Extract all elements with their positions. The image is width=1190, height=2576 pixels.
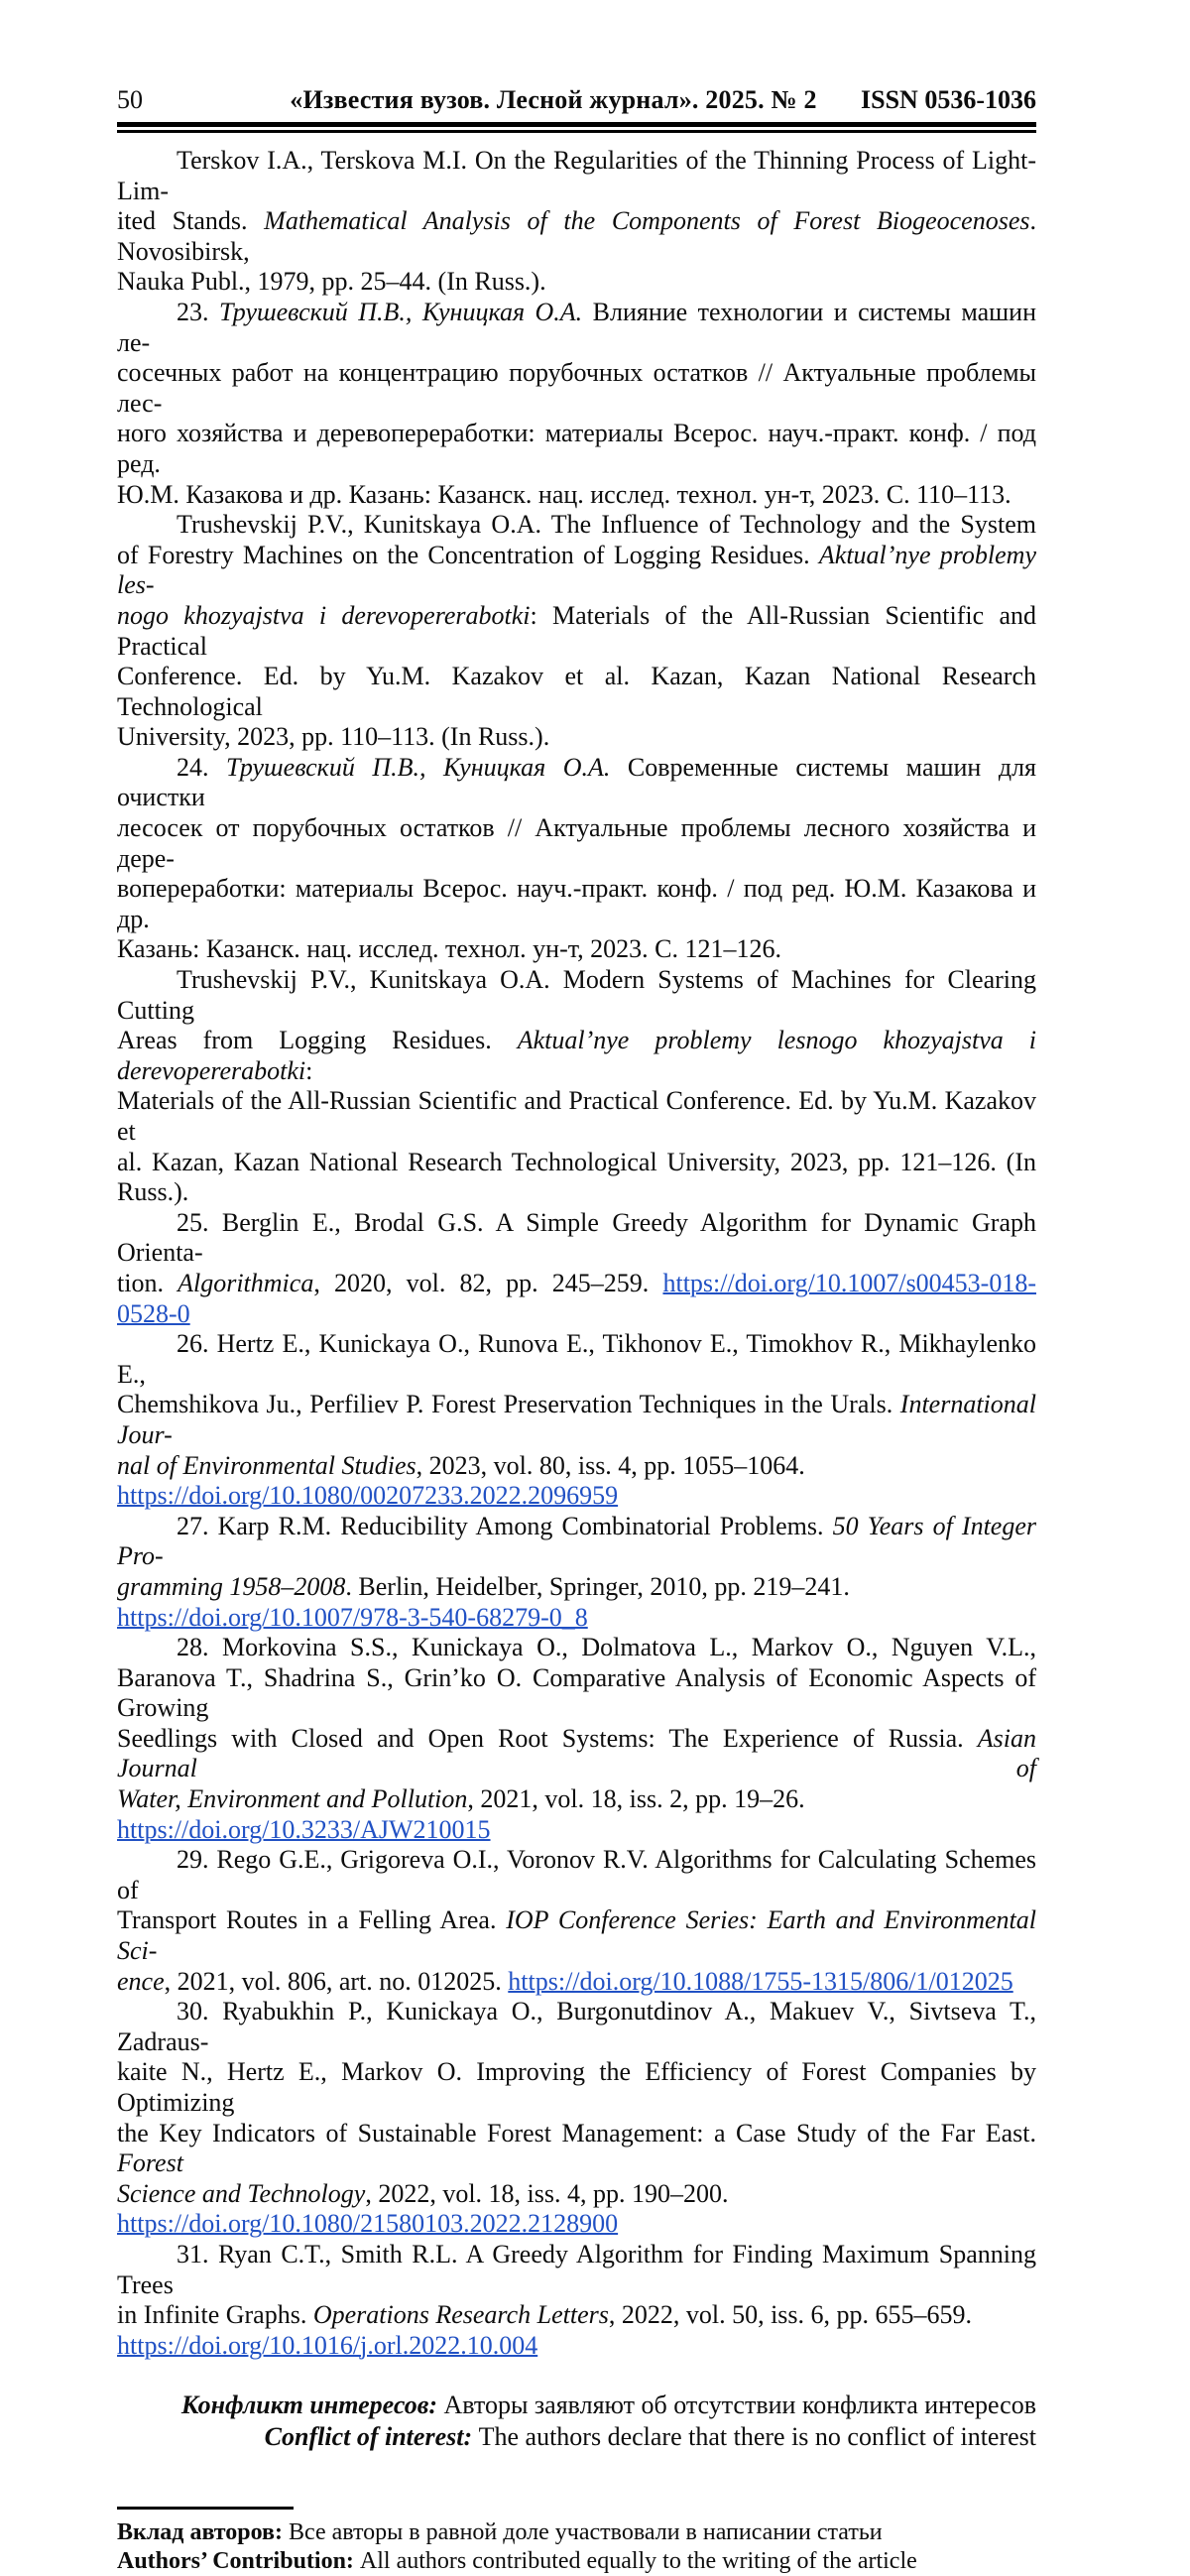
reference-line <box>117 2119 1036 2179</box>
doi-link[interactable]: https://doi.org/10.1080/00207233.2022.2096959 <box>117 1481 619 1511</box>
reference-line <box>117 1633 1036 1663</box>
reference-text: nogo khozyajstva i derevopererabotki <box>117 600 531 630</box>
reference-line <box>117 1390 1036 1450</box>
conflict-label-en: Conflict of interest: <box>264 2421 479 2451</box>
reference-line <box>117 510 1036 541</box>
reference-text: Mathematical Analysis of the Components of Forest Biogeocenoses <box>264 206 1030 236</box>
reference-paragraph <box>117 1208 1036 1329</box>
reference-paragraph <box>117 1997 1036 2240</box>
reference-text: ного хозяйства и деревопереработки: материалы Всерос. науч.-практ. конф. / под ред. <box>117 419 1036 478</box>
footnote-text-ru: Все авторы в равной доле участвовали в написании статьи <box>288 2519 883 2546</box>
reference-text: Влияние технологии и системы машин ле- <box>117 297 1037 357</box>
reference-paragraph <box>117 510 1036 753</box>
reference-text: 23. <box>177 297 219 326</box>
reference-text: nal of Environmental Studies <box>117 1450 416 1480</box>
reference-text: , 2021, vol. 806, art. no. 012025. <box>164 1966 509 1996</box>
reference-line <box>117 662 1036 722</box>
reference-text: Areas from Logging Residues. <box>117 1026 518 1055</box>
reference-line <box>117 2331 1036 2362</box>
reference-text: 50 Years of Integer Pro- <box>117 1511 1036 1571</box>
reference-text: Казань: Казанск. нац. исслед. технол. ун-т, 2023. С. 121–126. <box>117 934 781 964</box>
reference-line <box>117 722 1036 753</box>
reference-text: Chemshikova Ju., Perfiliev P. Forest Preservation Techniques in the Urals. <box>117 1390 900 1419</box>
reference-line <box>117 358 1036 419</box>
reference-line <box>117 1512 1036 1572</box>
reference-text: in Infinite Graphs. <box>117 2300 313 2330</box>
reference-paragraph <box>117 2240 1036 2361</box>
reference-text: Трушевский П.В., Куницкая О.А. <box>226 752 611 782</box>
reference-text: 29. Rego G.E., Grigoreva O.I., Voronov R.V. Algorithms for Calculating Schemes of <box>117 1845 1036 1904</box>
reference-line <box>117 753 1036 813</box>
reference-text: , 2023, vol. 80, iss. 4, pp. 1055–1064. <box>416 1450 805 1480</box>
reference-line <box>117 1148 1036 1208</box>
reference-text: 28. Morkovina S.S., Kunickaya O., Dolmatova L., Markov O., Nguyen V.L., <box>177 1633 1036 1662</box>
reference-text: Science and Technology <box>117 2178 366 2208</box>
reference-line <box>117 480 1036 511</box>
reference-line <box>117 298 1036 358</box>
reference-line <box>117 1572 1036 1603</box>
reference-line <box>117 2209 1036 2240</box>
reference-text: Transport Routes in a Felling Area. <box>117 1905 507 1935</box>
doi-link[interactable]: https://doi.org/10.1088/1755-1315/806/1/012025 <box>508 1966 1013 1996</box>
reference-line <box>117 267 1036 298</box>
reference-text: 25. Berglin E., Brodal G.S. A Simple Greedy Algorithm for Dynamic Graph Orienta- <box>117 1207 1036 1268</box>
reference-line <box>117 1905 1036 1966</box>
reference-line <box>117 1967 1036 1998</box>
reference-text: the Key Indicators of Sustainable Forest Management: a Case Study of the Far East. <box>117 2118 1036 2147</box>
doi-link[interactable]: https://doi.org/10.3233/AJW210015 <box>117 1814 491 1844</box>
reference-line <box>117 1481 1036 1512</box>
doi-link[interactable]: https://doi.org/10.1016/j.orl.2022.10.004 <box>117 2330 538 2360</box>
reference-text: Baranova T., Shadrina S., Grin’ko O. Comparative Analysis of Economic Aspects of Growing <box>117 1662 1036 1723</box>
conflict-line-en <box>117 2421 1036 2453</box>
reference-paragraph <box>117 965 1036 1208</box>
footnote-text-en: All authors contributed equally to the writing of the article <box>359 2548 917 2575</box>
reference-text: сосечных работ на концентрацию порубочных остатков // Актуальные проблемы лес- <box>117 358 1036 418</box>
reference-line <box>117 1086 1036 1147</box>
issn-label: ISSN 0536-1036 <box>861 85 1036 114</box>
reference-line <box>117 1208 1036 1269</box>
reference-text: Trushevskij P.V., Kunitskaya O.A. Modern Systems of Machines for Clearing Cutting <box>117 965 1036 1025</box>
reference-text: Nauka Publ., 1979, pp. 25–44. (In Russ.). <box>117 267 546 297</box>
page-content <box>117 0 1036 2576</box>
reference-line <box>117 1269 1036 1329</box>
reference-line <box>117 1815 1036 1846</box>
reference-text: Ю.М. Казакова и др. Казань: Казанск. нац. исслед. технол. ун-т, 2023. С. 110–113. <box>117 479 1012 509</box>
references <box>117 146 1036 2361</box>
reference-line <box>117 146 1036 206</box>
reference-line <box>117 1603 1036 1634</box>
reference-line <box>117 813 1036 874</box>
conflict-label-ru: Конфликт интересов: <box>180 2391 444 2420</box>
reference-text: , 2020, vol. 82, pp. 245–259. <box>313 1268 663 1297</box>
header-double-rule <box>117 122 1036 133</box>
reference-text: 24. <box>177 752 227 782</box>
reference-text: kaite N., Hertz E., Markov O. Improving the Efficiency of Forest Companies by Optimizing <box>117 2057 1036 2117</box>
reference-line <box>117 2179 1036 2210</box>
reference-paragraph <box>117 1512 1036 1633</box>
reference-line <box>117 541 1036 601</box>
reference-line <box>117 1724 1036 1784</box>
reference-text: : <box>305 1055 313 1085</box>
reference-text: Materials of the All-Russian Scientific and Practical Conference. Ed. by Yu.M. Kazakov et <box>117 1086 1036 1146</box>
reference-paragraph <box>117 1329 1036 1512</box>
reference-text: Conference. Ed. by Yu.M. Kazakov et al. Kazan, Kazan National Research Technological <box>117 662 1036 721</box>
reference-text: 31. Ryan C.T., Smith R.L. A Greedy Algorithm for Finding Maximum Spanning Trees <box>117 2239 1036 2299</box>
footnote-line-ru <box>117 2518 1036 2547</box>
reference-line <box>117 1026 1036 1086</box>
reference-text: . Berlin, Heidelber, Springer, 2010, pp. 219–241. <box>345 1571 850 1601</box>
reference-paragraph <box>117 1845 1036 1997</box>
journal-title: «Известия вузов. Лесной журнал». 2025. № 2 <box>290 85 817 114</box>
conflict-line-ru <box>117 2390 1036 2421</box>
reference-text: 26. Hertz E., Kunickaya O., Runova E., Tikhonov E., Timokhov R., Mikhaylenko E., <box>117 1329 1036 1389</box>
reference-text: al. Kazan, Kazan National Research Technological University, 2023, pp. 121–126. (In Russ.). <box>117 1147 1036 1207</box>
footnote-label-ru: Вклад авторов: <box>117 2519 289 2546</box>
reference-line <box>117 934 1036 965</box>
reference-text: Asian Journal of <box>117 1723 1036 1783</box>
reference-text: , 2022, vol. 18, iss. 4, pp. 190–200. <box>365 2178 729 2208</box>
reference-line <box>117 1997 1036 2057</box>
authors-contribution-footnote <box>117 2507 1036 2576</box>
reference-text: Algorithmica <box>178 1268 314 1297</box>
reference-text: Aktual’nye problemy lesnogo khozyajstva i derevopererabotki <box>117 1026 1036 1085</box>
reference-text: , 2022, vol. 50, iss. 6, pp. 655–659. <box>608 2300 973 2330</box>
reference-line <box>117 1784 1036 1815</box>
reference-text: 30. Ryabukhin P., Kunickaya O., Burgonutdinov A., Makuev V., Sivtseva T., Zadraus- <box>117 1997 1036 2056</box>
reference-line <box>117 1451 1036 1482</box>
reference-text: ited Stands. <box>117 206 265 236</box>
conflict-text-ru: Авторы заявляют об отсутствии конфликта интересов <box>443 2391 1036 2420</box>
reference-line <box>117 206 1036 267</box>
page-number: 50 <box>117 85 143 114</box>
reference-line <box>117 419 1036 479</box>
reference-paragraph <box>117 1633 1036 1845</box>
reference-paragraph <box>117 298 1036 510</box>
reference-text: Terskov I.A., Terskova M.I. On the Regularities of the Thinning Process of Light-Lim- <box>117 146 1036 205</box>
doi-link[interactable]: https://doi.org/10.1080/21580103.2022.2128900 <box>117 2209 619 2239</box>
reference-text: Trushevskij P.V., Kunitskaya O.A. The Influence of Technology and the System <box>177 510 1036 540</box>
reference-text: : Materials of the All-Russian Scientific and Practical <box>117 600 1037 661</box>
reference-text: вопереработки: материалы Всерос. науч.-практ. конф. / под ред. Ю.М. Казакова и др. <box>117 874 1036 933</box>
reference-text: tion. <box>117 1268 178 1297</box>
reference-paragraph <box>117 753 1036 965</box>
reference-line <box>117 1329 1036 1390</box>
footnote-label-en: Authors’ Contribution: <box>117 2548 360 2575</box>
reference-text: Трушевский П.В., Куницкая О.А. <box>218 297 583 326</box>
reference-line <box>117 1663 1036 1724</box>
reference-text: лесосек от порубочных остатков // Актуальные проблемы лесного хозяйства и дере- <box>117 813 1036 873</box>
reference-text: , 2021, vol. 18, iss. 2, pp. 19–26. <box>467 1784 805 1814</box>
reference-text: Aktual’nye problemy les- <box>117 540 1036 600</box>
reference-text: gramming 1958–2008 <box>117 1571 346 1601</box>
reference-line <box>117 2057 1036 2118</box>
reference-text: Современные системы машин для очистки <box>117 752 1037 812</box>
reference-text: Operations Research Letters <box>312 2300 609 2330</box>
reference-text: . Novosibirsk, <box>117 206 1036 266</box>
reference-text: of Forestry Machines on the Concentration of Logging Residues. <box>117 540 819 569</box>
reference-line <box>117 2240 1036 2300</box>
reference-text: Water, Environment and Pollution <box>117 1784 468 1814</box>
footnote-line-en <box>117 2547 1036 2576</box>
reference-text: ence <box>117 1966 165 1996</box>
doi-link[interactable]: https://doi.org/10.1007/s00453-018-0528-0 <box>117 1268 1036 1328</box>
footnote-rule <box>117 2507 294 2510</box>
doi-link[interactable]: https://doi.org/10.1007/978-3-540-68279-0_8 <box>117 1602 588 1632</box>
reference-line <box>117 1845 1036 1905</box>
reference-text: International Jour- <box>117 1390 1036 1449</box>
reference-text: Forest <box>117 2148 183 2178</box>
reference-text: 27. Karp R.M. Reducibility Among Combinatorial Problems. <box>177 1511 833 1540</box>
reference-line <box>117 965 1036 1026</box>
reference-text: Seedlings with Closed and Open Root Systems: The Experience of Russia. <box>117 1723 978 1753</box>
conflict-of-interest-block <box>117 2390 1036 2452</box>
reference-paragraph <box>117 146 1036 298</box>
running-header <box>117 85 1036 115</box>
reference-line <box>117 874 1036 934</box>
reference-text: University, 2023, pp. 110–113. (In Russ.). <box>117 722 550 752</box>
reference-line <box>117 2300 1036 2331</box>
reference-line <box>117 601 1036 662</box>
reference-text: IOP Conference Series: Earth and Environmental Sci- <box>117 1905 1036 1966</box>
conflict-text-en: The authors declare that there is no conflict of interest <box>478 2421 1036 2451</box>
